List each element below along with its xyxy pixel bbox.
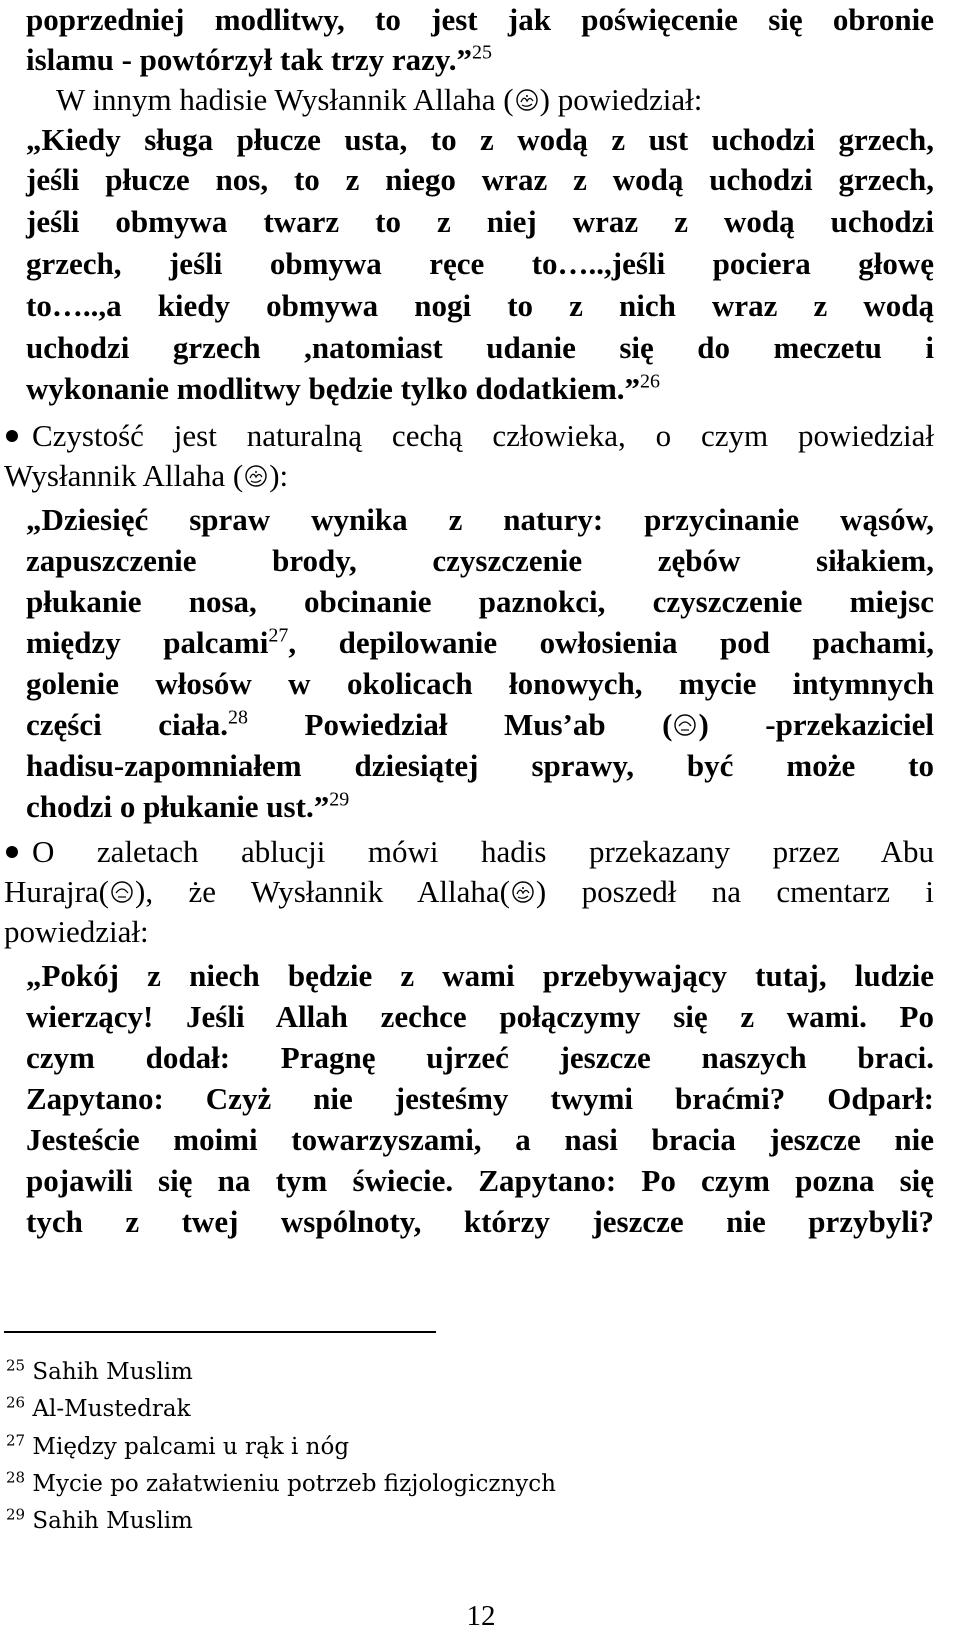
quote-line: zapuszczenie brody, czyszczenie zębów siłakiem, — [26, 543, 934, 578]
footnote-ref: 25 — [471, 41, 492, 64]
quote-line: uchodzi grzech ,natomiast udanie się do meczetu i — [26, 330, 934, 365]
text-line: Wysłannik Allaha ( ): — [4, 458, 289, 493]
text-line: islamu - powtórzył tak trzy razy.”$^{25}$ — [26, 41, 492, 77]
quote-line: chodzi o płukanie ust.”$^{29}$ — [26, 788, 350, 824]
footnote: $^{26}$ Al-Mustedrak — [6, 1393, 191, 1422]
footnote: $^{25}$ Sahih Muslim — [6, 1356, 193, 1385]
salawat-icon — [243, 463, 269, 489]
quote-line: golenie włosów w okolicach łonowych, mycie intymnych — [26, 666, 934, 701]
footnote: $^{28}$ Mycie po załatwieniu potrzeb fizjologicznych — [6, 1468, 556, 1497]
footnote: $^{29}$ Sahih Muslim — [6, 1505, 193, 1534]
quote-line: tych z twej wspólnoty, którzy jeszcze nie przybyli? — [26, 1204, 934, 1239]
quote-line: jeśli obmywa twarz to z niej wraz z wodą uchodzi — [26, 204, 934, 239]
quote-line: Jesteście moimi towarzyszami, a nasi bracia jeszcze nie — [26, 1122, 934, 1157]
bullet-item: O zaletach ablucji mówi hadis przekazany przez Abu — [6, 832, 934, 872]
text-line: Hurajra( ), że Wysłannik Allaha( ) poszedł na cmentarz i — [4, 874, 934, 909]
quote-line: wierzący! Jeśli Allah zechce połączymy się z wami. Po — [26, 999, 934, 1034]
footnote-ref: 27 — [268, 624, 289, 647]
radiallahu-icon — [109, 879, 135, 905]
quote-line: „Kiedy sługa płucze usta, to z wodą z ust uchodzi grzech, — [26, 122, 934, 157]
quote-line: hadisu-zapomniałem dziesiątej sprawy, być może to — [26, 748, 934, 783]
quote-line: „Pokój z niech będzie z wami przebywający tutaj, ludzie — [26, 958, 934, 993]
footnote: $^{27}$ Między palcami u rąk i nóg — [6, 1431, 350, 1460]
quote-line: czym dodał: Pragnę ujrzeć jeszcze naszych braci. — [26, 1040, 934, 1075]
text-line: poprzedniej modlitwy, to jest jak poświęcenie się obronie — [26, 2, 934, 37]
bullet-icon — [6, 846, 18, 858]
quote-line: wykonanie modlitwy będzie tylko dodatkiem.”$^{26}$ — [26, 370, 661, 406]
quote-line: Zapytano: Czyż nie jesteśmy twymi braćmi? Odparł: — [26, 1081, 934, 1116]
text-line: powiedział: — [4, 914, 149, 949]
radiallahu-icon — [672, 712, 698, 738]
footnote-ref: 28 — [227, 706, 248, 729]
quote-line: grzech, jeśli obmywa ręce to…..,jeśli pociera głowę — [26, 246, 934, 281]
quote-line: części ciała.$^{28}$ Powiedział Mus’ab ( ) -przekaziciel — [26, 706, 935, 742]
quote-line: to…..,a kiedy obmywa nogi to z nich wraz z wodą — [26, 288, 934, 323]
quote-line: między palcami$^{27}$, depilowanie owłosienia pod pachami, — [26, 624, 934, 660]
bullet-icon — [6, 430, 18, 442]
quote-line: jeśli płucze nos, to z niego wraz z wodą uchodzi grzech, — [26, 162, 934, 197]
quote-line: pojawili się na tym świecie. Zapytano: Po czym pozna się — [26, 1163, 934, 1198]
footnote-ref: 26 — [640, 370, 661, 393]
salawat-icon — [510, 879, 536, 905]
salawat-icon — [514, 87, 540, 113]
bullet-item: Czystość jest naturalną cechą człowieka, o czym powiedział — [6, 416, 934, 456]
quote-line: „Dziesięć spraw wynika z natury: przycinanie wąsów, — [26, 502, 934, 537]
footnote-ref: 29 — [329, 788, 350, 811]
page-number: 12 — [466, 1600, 496, 1632]
text-line: W innym hadisie Wysłannik Allaha ( ) powiedział: — [56, 82, 703, 117]
quote-line: płukanie nosa, obcinanie paznokci, czyszczenie miejsc — [26, 584, 934, 619]
footnote-separator — [4, 1331, 436, 1333]
